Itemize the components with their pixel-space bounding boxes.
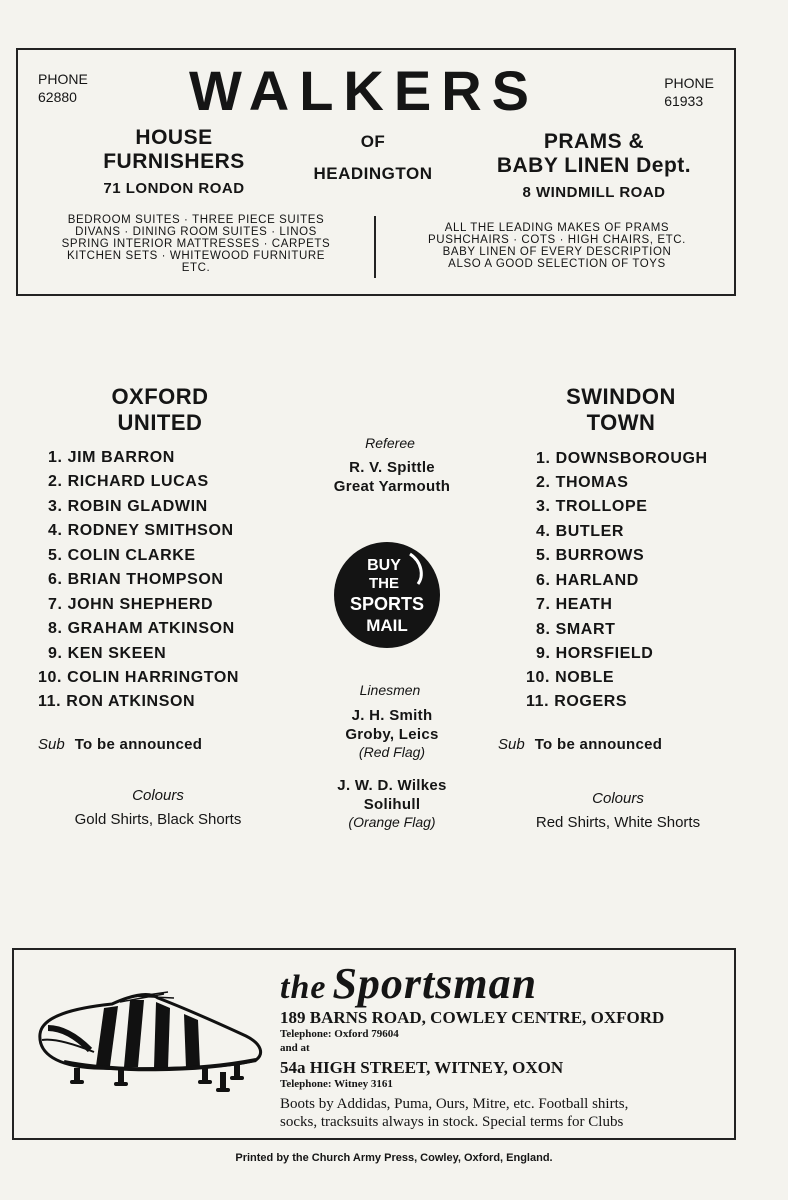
- furniture-list-line: ETC.: [181, 262, 211, 274]
- furniture-list-line: SPRING INTERIOR MATTRESSES · CARPETS: [61, 238, 331, 250]
- away-player: 3. TROLLOPE: [536, 498, 648, 515]
- column-divider: [374, 216, 376, 278]
- away-player: 5. BURROWS: [536, 547, 645, 564]
- linesman-1-name: J. H. Smith: [351, 707, 433, 724]
- furniture-list-line: DIVANS · DINING ROOM SUITES · LINOS: [75, 226, 317, 238]
- badge-line-4: MAIL: [366, 616, 408, 635]
- boot-outline: [40, 995, 261, 1069]
- prams-list-line: BABY LINEN OF EVERY DESCRIPTION: [442, 246, 672, 258]
- home-sub-label: Sub: [38, 736, 65, 753]
- away-player: 6. HARLAND: [536, 572, 639, 589]
- prams-list-line: PUSHCHAIRS · COTS · HIGH CHAIRS, ETC.: [428, 234, 686, 246]
- house-furnishers-block: [74, 126, 274, 197]
- home-player: 11. RON ATKINSON: [38, 693, 196, 710]
- sportsman-address-1: 189 BARNS ROAD, COWLEY CENTRE, OXFORD: [280, 1008, 665, 1027]
- home-player: 6. BRIAN THOMPSON: [48, 571, 224, 588]
- away-player: 8. SMART: [536, 621, 616, 638]
- home-player: 8. GRAHAM ATKINSON: [48, 620, 235, 637]
- away-team-name: [526, 384, 716, 436]
- furniture-list-line: KITCHEN SETS · WHITEWOOD FURNITURE: [66, 250, 326, 262]
- referee-label: Referee: [365, 435, 415, 451]
- home-player: 1. JIM BARRON: [48, 449, 175, 466]
- away-team-name-line-1: SWINDON: [566, 384, 676, 409]
- sportsman-telephone-2: Telephone: Witney 3161: [280, 1078, 393, 1090]
- badge-line-2: THE: [369, 575, 399, 592]
- away-sub-label: Sub: [498, 736, 525, 753]
- right-heading-2: BABY LINEN Dept.: [496, 154, 692, 177]
- away-colours-label: Colours: [592, 790, 644, 807]
- home-player: 3. ROBIN GLADWIN: [48, 498, 208, 515]
- sportsman-telephone-1: Telephone: Oxford 79604: [280, 1028, 399, 1040]
- home-colours-label: Colours: [132, 787, 184, 804]
- boot-stripe: [154, 1002, 170, 1068]
- sportsman-and-at: and at: [280, 1042, 310, 1054]
- walkers-title: WALKERS: [189, 59, 539, 122]
- phone-right-number: 61933: [664, 93, 704, 109]
- badge-line-1: BUY: [367, 557, 401, 574]
- phone-right-label: PHONE: [664, 75, 714, 91]
- furniture-list: [34, 214, 358, 274]
- right-address: 8 WINDMILL ROAD: [522, 184, 666, 201]
- away-player: 10. NOBLE: [526, 669, 615, 686]
- referee-town: Great Yarmouth: [333, 478, 451, 495]
- right-heading-1: PRAMS &: [543, 130, 645, 153]
- phone-left-number: 62880: [38, 89, 77, 105]
- home-colours-value: Gold Shirts, Black Shorts: [74, 811, 242, 828]
- away-sub-value: To be announced: [534, 736, 663, 753]
- sportsman-body-2: socks, tracksuits always in stock. Special terms for Clubs: [280, 1114, 624, 1130]
- home-player: 10. COLIN HARRINGTON: [38, 669, 240, 686]
- away-player: 7. HEATH: [536, 596, 613, 613]
- walkers-advert: [16, 48, 736, 296]
- away-player: 11. ROGERS: [526, 693, 628, 710]
- phone-left-label: PHONE: [38, 71, 88, 87]
- left-heading-1: HOUSE: [135, 126, 213, 149]
- linesman-2-name: J. W. D. Wilkes: [337, 777, 447, 794]
- boot-stripe: [184, 1014, 200, 1068]
- away-player: 1. DOWNSBOROUGH: [536, 450, 708, 467]
- prams-list-line: ALL THE LEADING MAKES OF PRAMS: [444, 222, 670, 234]
- prams-list-line: ALSO A GOOD SELECTION OF TOYS: [448, 258, 666, 270]
- linesmen-label: Linesmen: [359, 682, 421, 698]
- home-player: 4. RODNEY SMITHSON: [48, 522, 234, 539]
- prams-list: [394, 222, 720, 270]
- football-boot-icon: [34, 988, 270, 1096]
- home-team-name-line-1: OXFORD: [111, 384, 209, 409]
- home-player: 5. COLIN CLARKE: [48, 547, 196, 564]
- badge-line-3: SPORTS: [349, 594, 425, 614]
- home-team-name: [70, 384, 250, 436]
- linesman-1-town: Groby, Leics: [345, 726, 439, 743]
- sports-mail-badge: [332, 540, 442, 650]
- left-address: 71 LONDON ROAD: [103, 180, 245, 197]
- home-team-name-line-2: UNITED: [117, 410, 203, 435]
- away-colours-value: Red Shirts, White Shorts: [535, 814, 701, 831]
- home-player: 9. KEN SKEEN: [48, 645, 167, 662]
- furniture-list-line: BEDROOM SUITES · THREE PIECE SUITES: [67, 214, 325, 226]
- away-player: 4. BUTLER: [536, 523, 625, 540]
- prams-block: [472, 130, 716, 201]
- home-sub-value: To be announced: [74, 736, 203, 753]
- away-sub: [498, 736, 662, 753]
- linesman-2-town: Solihull: [363, 796, 421, 813]
- home-sub: [38, 736, 202, 753]
- home-player: 2. RICHARD LUCAS: [48, 473, 209, 490]
- left-heading-2: FURNISHERS: [103, 150, 245, 173]
- sportsman-advert: [12, 948, 736, 1140]
- sportsman-body-1: Boots by Addidas, Puma, Ours, Mitre, etc. Football shirts,: [280, 1096, 629, 1112]
- away-player: 2. THOMAS: [536, 474, 629, 491]
- center-of: OF: [360, 132, 386, 151]
- headington-block: [284, 132, 462, 184]
- away-team-name-line-2: TOWN: [586, 410, 656, 435]
- printer-footer: Printed by the Church Army Press, Cowley, Oxford, England.: [235, 1152, 553, 1164]
- sportsman-title-the: the: [280, 969, 327, 1006]
- home-player: 7. JOHN SHEPHERD: [48, 596, 214, 613]
- away-player: 9. HORSFIELD: [536, 645, 654, 662]
- sportsman-title-main: Sportsman: [332, 959, 538, 1008]
- referee-name: R. V. Spittle: [349, 459, 435, 476]
- linesman-1-flag: (Red Flag): [358, 744, 426, 760]
- center-place: HEADINGTON: [313, 164, 433, 183]
- sportsman-title: [280, 958, 537, 1009]
- linesman-2-flag: (Orange Flag): [348, 814, 436, 830]
- sportsman-address-2: 54a HIGH STREET, WITNEY, OXON: [280, 1058, 564, 1077]
